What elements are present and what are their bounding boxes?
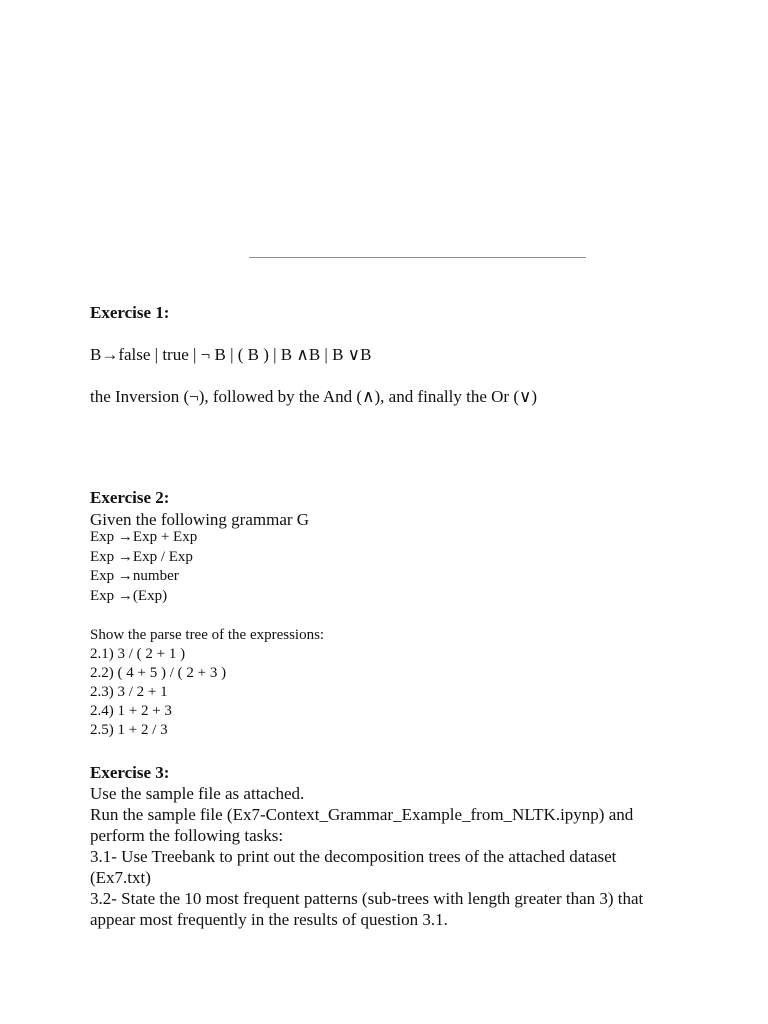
exercise-3-line: 3.1- Use Treebank to print out the decomposition trees of the attached dataset	[90, 847, 617, 866]
exercise-2-heading: Exercise 2:	[90, 488, 170, 507]
exercise-3-line: Run the sample file (Ex7-Context_Grammar_Example_from_NLTK.ipynp) and	[90, 805, 634, 824]
exercise-1-precedence: the Inversion (¬), followed by the And (∧), and finally the Or (∨)	[90, 387, 538, 406]
exercise-1-heading: Exercise 1:	[90, 303, 170, 322]
expression-item: 2.4) 1 + 2 + 3	[90, 703, 172, 719]
exercise-2-prompt: Show the parse tree of the expressions:	[90, 627, 325, 643]
horizontal-divider	[249, 257, 586, 258]
expression-item: 2.2) ( 4 + 5 ) / ( 2 + 3 )	[90, 665, 227, 681]
exercise-3-line: (Ex7.txt)	[90, 868, 151, 887]
grammar-rule: Exp →(Exp)	[90, 588, 168, 604]
grammar-rule: Exp →number	[90, 568, 179, 584]
exercise-1-grammar: B→false | true | ¬ B | ( B ) | B ∧B | B ∨B	[90, 345, 372, 364]
grammar-rule: Exp →Exp + Exp	[90, 529, 198, 545]
expression-item: 2.3) 3 / 2 + 1	[90, 684, 168, 700]
exercise-3-line: perform the following tasks:	[90, 826, 284, 845]
exercise-3-heading: Exercise 3:	[90, 763, 170, 782]
expression-item: 2.1) 3 / ( 2 + 1 )	[90, 646, 186, 662]
expression-item: 2.5) 1 + 2 / 3	[90, 722, 168, 738]
exercise-2-intro: Given the following grammar G	[90, 510, 310, 529]
exercise-3-line: 3.2- State the 10 most frequent patterns (sub-trees with length greater than 3) that	[90, 889, 644, 908]
exercise-3-line: Use the sample file as attached.	[90, 784, 305, 803]
grammar-rule: Exp →Exp / Exp	[90, 549, 193, 565]
exercise-3-line: appear most frequently in the results of question 3.1.	[90, 910, 448, 929]
